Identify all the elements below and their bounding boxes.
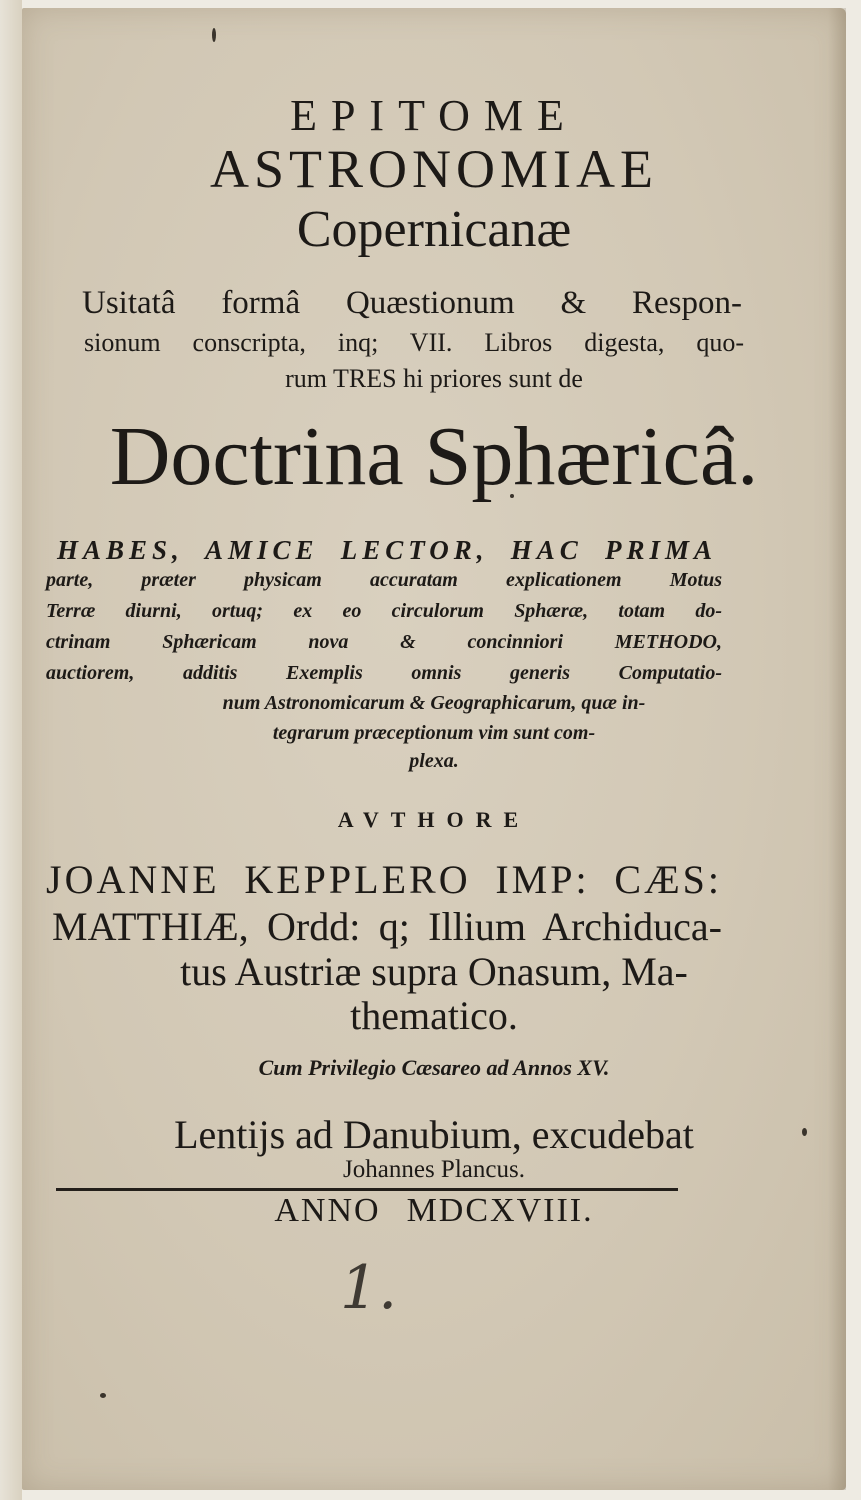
description-line-8: plexa.	[409, 750, 459, 772]
title-word-epitome: EPITOME	[290, 91, 578, 140]
author-line-1: JOANNE KEPPLERO IMP: CÆS:	[46, 857, 722, 902]
description-line-2: parte, præter physicam accuratam explicationem Motus	[46, 569, 722, 591]
imprint-printer: Johannes Plancus.	[343, 1156, 525, 1183]
description-line-7: tegrarum præceptionum vim sunt com-	[272, 722, 596, 744]
author-line-4: thematico.	[350, 993, 518, 1038]
anno-year: MDCXVIII.	[406, 1192, 594, 1229]
description-line-3: Terræ diurni, ortuq; ex eo circulorum Sphæræ, totam do-	[46, 600, 722, 622]
adjacent-page-edge	[0, 0, 22, 1500]
author-label: AVTHORE	[337, 807, 531, 832]
privilege-statement: Cum Privilegio Cæsareo ad Annos XV.	[258, 1055, 610, 1080]
subtitle-line-2: sionum conscripta, inq; VII. Libros digesta, quo-	[84, 328, 744, 357]
title-word-copernicanae: Copernicanæ	[296, 201, 572, 258]
handwritten-shelf-mark: 1.	[340, 1253, 398, 1323]
imprint-line-1: Lentijs ad Danubium, excudebat	[174, 1112, 694, 1157]
subtitle-line-3: rum TRES hi priores sunt de	[285, 364, 583, 393]
author-line-2: MATTHIÆ, Ordd: q; Illium Archiduca-	[52, 904, 722, 949]
description-line-1: HABES, AMICE LECTOR, HAC PRIMA	[57, 535, 717, 565]
anno-label: ANNO	[274, 1192, 381, 1229]
title-page	[22, 8, 846, 1490]
imprint-rule	[56, 1188, 678, 1191]
subtitle-line-1: Usitatâ formâ Quæstionum & Respon-	[82, 285, 742, 321]
description-line-6: num Astronomicarum & Geographicarum, quæ in-	[222, 692, 646, 714]
description-line-4: ctrinam Sphæricam nova & concinniori METHODO,	[46, 631, 722, 653]
title-word-astronomiae: ASTRONOMIAE	[209, 139, 658, 199]
imprint-date	[22, 1192, 846, 1230]
main-title: Doctrina Sphæricâ.	[109, 410, 759, 503]
description-line-5: auctiorem, additis Exemplis omnis generis Computatio-	[46, 662, 722, 684]
author-line-3: tus Austriæ supra Onasum, Ma-	[180, 949, 688, 994]
